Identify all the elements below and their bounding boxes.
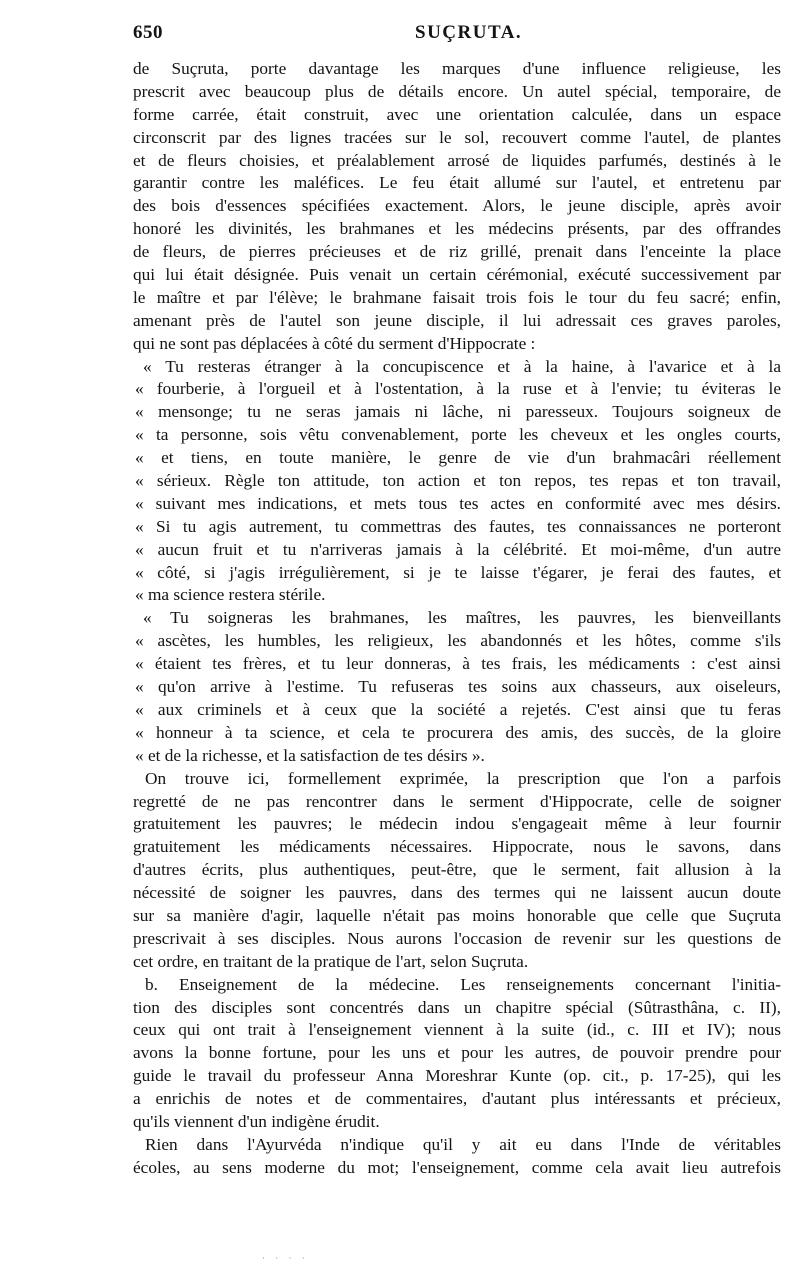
quote-line: « et tiens, en toute manière, le genre de vie d'un brahmacâri réellement xyxy=(135,448,781,468)
text-line: et de fleurs choisies, et préalablement arrosé de liquides parfumés, destinés à le xyxy=(133,150,781,170)
quote-line: « qu'on arrive à l'estime. Tu refuseras tes soins aux chasseurs, aux oiseleurs, xyxy=(135,677,781,697)
quote-line: « ma science restera stérile. xyxy=(135,585,326,605)
quote-line: « Tu soigneras les brahmanes, les maîtres, les pauvres, les bienveillants xyxy=(143,608,781,628)
body-text xyxy=(133,58,781,1180)
quote-line: « fourberie, à l'orgueil et à l'ostentation, à la ruse et à l'envie; tu éviteras le xyxy=(135,379,781,399)
text-line: qu'ils viennent d'un indigène érudit. xyxy=(133,1111,380,1131)
quote-line: « ta personne, sois vêtu convenablement, porte les cheveux et les ongles courts, xyxy=(135,425,781,445)
quote-line: « Si tu agis autrement, tu commettras des fautes, tes connaissances ne porteront xyxy=(135,516,781,536)
text-line: circonscrit par des lignes tracées sur le sol, recouvert comme l'autel, de plantes xyxy=(133,127,781,147)
text-line: On trouve ici, formellement exprimée, la prescription que l'on a parfois xyxy=(145,768,781,788)
text-line: le maître et par l'élève; le brahmane faisait trois fois le tour du feu sacré; enfin, xyxy=(133,287,781,307)
text-line: écoles, au sens moderne du mot; l'enseignement, comme cela avait lieu autrefois xyxy=(133,1157,781,1177)
text-line: forme carrée, était construit, avec une orientation calculée, dans un espace xyxy=(133,104,781,124)
quote-line: « aux criminels et à ceux que la société a rejetés. C'est ainsi que tu feras xyxy=(135,699,781,719)
text-line: de fleurs, de pierres précieuses et de riz grillé, prenait dans l'enceinte la place xyxy=(133,242,781,262)
text-line: Rien dans l'Ayurvéda n'indique qu'il y ait eu dans l'Inde de véritables xyxy=(145,1134,781,1154)
text-line: regretté de ne pas rencontrer dans le serment d'Hippocrate, celle de soigner xyxy=(133,791,781,811)
text-line: cet ordre, en traitant de la pratique de l'art, selon Suçruta. xyxy=(133,951,529,971)
page-header xyxy=(133,18,781,48)
quote-line: « sérieux. Règle ton attitude, ton action et ton repos, tes repas et ton travail, xyxy=(135,471,781,491)
text-line: gratuitement les médicaments nécessaires. Hippocrate, nous le savons, dans xyxy=(133,837,781,857)
quote-line: « suivant mes indications, et mets tous tes actes en conformité avec mes désirs. xyxy=(135,493,781,513)
text-line: nécessité de soigner les pauvres, dans des termes qui ne laissent aucun doute xyxy=(133,883,781,903)
text-line: ceux qui ont trait à l'enseignement viennent à la suite (id., c. III et IV); nous xyxy=(133,1020,781,1040)
text-line: sur sa manière d'agir, laquelle n'était pas moins honorable que celle que Suçruta xyxy=(133,905,781,925)
text-line: avons la bonne fortune, pour les uns et pour les autres, de pouvoir prendre pour xyxy=(133,1043,781,1063)
page-number: 650 xyxy=(133,22,163,43)
text-line: des bois d'essences spécifiées exactement. Alors, le jeune disciple, après avoir xyxy=(133,196,781,216)
text-line: amenant près de l'autel son jeune disciple, il lui adressait ces graves paroles, xyxy=(133,310,781,330)
quote-line: « aucun fruit et tu n'arriveras jamais à la célébrité. Et moi-même, d'un autre xyxy=(135,539,781,559)
quote-line: « étaient tes frères, et tu leur donneras, à tes frais, les médicaments : c'est ainsi xyxy=(135,654,781,674)
quote-line: « côté, si j'agis irrégulièrement, si je te laisse t'égarer, je ferai des fautes, et xyxy=(135,562,781,582)
text-line: qui ne sont pas déplacées à côté du serment d'Hippocrate : xyxy=(133,333,536,353)
scan-speck: · · · · xyxy=(262,1253,309,1263)
section-heading-line: b. Enseignement de la médecine. Les renseignements concernant l'initia- xyxy=(145,974,781,994)
text-line: de Suçruta, porte davantage les marques d'une influence religieuse, les xyxy=(133,59,781,78)
quote-line: « Tu resteras étranger à la concupiscence et à la haine, à l'avarice et à la xyxy=(143,356,781,376)
quote-line: « ascètes, les humbles, les religieux, les abandonnés et les hôtes, comme s'ils xyxy=(135,631,781,651)
quote-line: « et de la richesse, et la satisfaction de tes désirs ». xyxy=(135,745,485,765)
text-line: garantir contre les maléfices. Le feu était allumé sur l'autel, et entretenu par xyxy=(133,173,781,193)
text-line: a enrichis de notes et de commentaires, d'autant plus intéressants et précieux, xyxy=(133,1089,781,1109)
text-line: guide le travail du professeur Anna Moreshrar Kunte (op. cit., p. 17-25), qui les xyxy=(133,1066,781,1086)
text-line: prescrit avec beaucoup plus de détails encore. Un autel spécial, temporaire, de xyxy=(133,81,781,101)
text-line: tion des disciples sont concentrés dans un chapitre spécial (Sûtrasthâna, c. II), xyxy=(133,997,781,1017)
quote-line: « honneur à ta science, et cela te procurera des amis, des succès, de la gloire xyxy=(135,722,781,742)
quote-line: « mensonge; tu ne seras jamais ni lâche, ni paresseux. Toujours soigneux de xyxy=(135,402,781,422)
running-title: SUÇRUTA. xyxy=(415,22,523,43)
text-line: prescrivait à ses disciples. Nous aurons l'occasion de revenir sur les questions de xyxy=(133,928,781,948)
text-line: qui lui était désignée. Puis venait un certain cérémonial, exécuté successivement par xyxy=(133,265,781,285)
text-line: honoré les divinités, les brahmanes et les médecins présents, par des offrandes xyxy=(133,219,781,239)
text-line: d'autres écrits, plus authentiques, peut-être, que le serment, fait allusion à la xyxy=(133,860,781,880)
text-line: gratuitement les pauvres; le médecin indou s'engageait même à leur fournir xyxy=(133,814,781,834)
